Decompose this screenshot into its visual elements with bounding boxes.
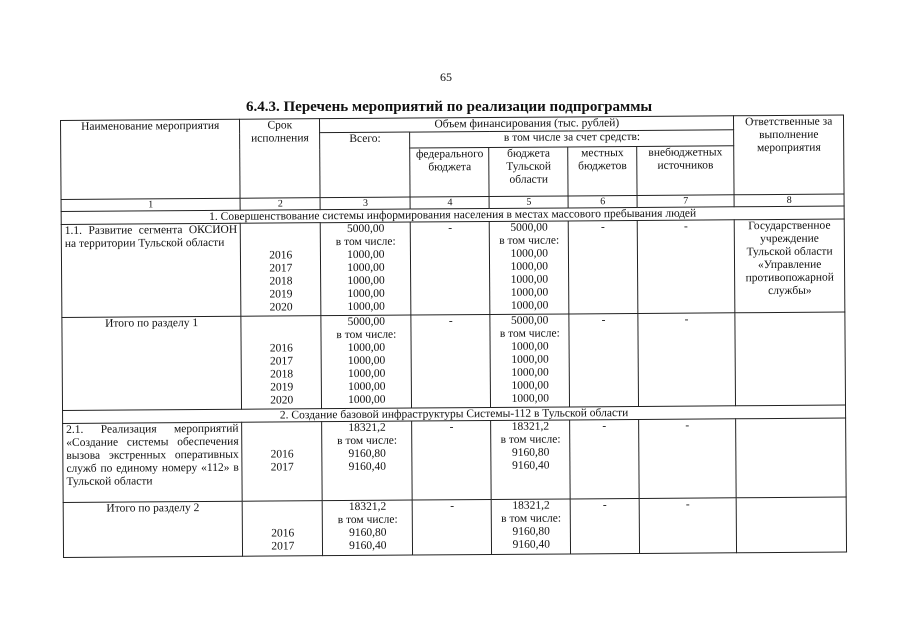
year: 2018 bbox=[270, 368, 294, 381]
local-cell: - bbox=[568, 220, 637, 313]
regional-cell bbox=[492, 499, 571, 555]
regional-cell bbox=[491, 420, 570, 500]
year: 2020 bbox=[270, 394, 294, 407]
amount: 5000,00 bbox=[347, 315, 386, 328]
amount: 1000,00 bbox=[348, 393, 386, 406]
section-heading: 1. Совершенствование системы информирования населения в местах массового пребывания людей bbox=[61, 206, 844, 224]
col-number: 5 bbox=[489, 196, 568, 209]
amount-note: в том числе: bbox=[335, 235, 396, 249]
total-cell bbox=[321, 222, 412, 316]
years-cell bbox=[241, 316, 322, 410]
offbudget-cell: - bbox=[639, 498, 737, 554]
year: 2019 bbox=[269, 288, 293, 301]
year: 2020 bbox=[269, 301, 293, 314]
amount: 5000,00 bbox=[346, 222, 385, 235]
header-including: в том числе за счет средств: bbox=[410, 130, 734, 148]
year: 2016 bbox=[270, 448, 294, 461]
year: 2017 bbox=[269, 355, 294, 368]
col-number: 8 bbox=[734, 194, 844, 207]
header-term: Срок исполнения bbox=[240, 119, 320, 199]
year: 2017 bbox=[271, 540, 295, 553]
amount-note: в том числе: bbox=[499, 234, 560, 247]
amount: 1000,00 bbox=[347, 341, 386, 354]
years-cell bbox=[241, 223, 322, 317]
amount: 1000,00 bbox=[348, 380, 386, 393]
total-cell bbox=[322, 500, 413, 556]
col-number: 2 bbox=[240, 198, 320, 211]
amount: 1000,00 bbox=[347, 367, 386, 380]
regional-cell bbox=[490, 314, 570, 408]
amount: 9160,40 bbox=[349, 539, 387, 552]
measure-name: Итого по разделу 1 bbox=[62, 316, 242, 410]
year: 2016 bbox=[271, 527, 295, 540]
amount: 9160,80 bbox=[349, 526, 387, 539]
table-row bbox=[63, 418, 847, 502]
amount: 9160,40 bbox=[512, 538, 551, 551]
header-name: Наименование мероприятия bbox=[61, 119, 241, 199]
header-offbudget: внебюджетных источников bbox=[637, 146, 735, 196]
amount: 1000,00 bbox=[510, 299, 549, 312]
year: 2016 bbox=[269, 249, 293, 262]
year: 2019 bbox=[270, 381, 294, 394]
amount-note: в том числе: bbox=[499, 327, 560, 340]
amount: 1000,00 bbox=[347, 354, 386, 367]
col-number: 1 bbox=[61, 198, 240, 211]
amount: 1000,00 bbox=[510, 260, 549, 273]
measure-name: 2.1. Реализация мероприятий «Создание системы обеспечения вызова экстренных оперативных служб по единому номеру «112» в Тульской области bbox=[63, 422, 243, 502]
amount-note: в том числе: bbox=[337, 434, 398, 448]
measures-table-container bbox=[60, 115, 847, 558]
regional-cell bbox=[490, 221, 570, 315]
measure-name: Итого по разделу 2 bbox=[63, 501, 243, 557]
offbudget-cell: - bbox=[637, 220, 735, 314]
amount: 1000,00 bbox=[347, 248, 385, 261]
responsible-cell: Государственное учреждение Тульской области «Управление противопожарной службы» bbox=[735, 219, 845, 313]
header-local: местных бюджетов bbox=[568, 146, 637, 195]
amount: 1000,00 bbox=[510, 247, 548, 260]
measures-table bbox=[60, 115, 847, 558]
header-federal: федерального бюджета bbox=[410, 148, 489, 198]
section-heading: 2. Создание базовой инфраструктуры Системы-112 в Тульской области bbox=[63, 405, 846, 423]
responsible-cell bbox=[735, 312, 845, 406]
years-cell bbox=[242, 422, 322, 502]
amount: 18321,2 bbox=[512, 499, 550, 512]
measure-name: 1.1. Развитие сегмента ОКСИОН на территории Тульской области bbox=[61, 223, 241, 317]
local-cell: - bbox=[570, 498, 639, 553]
amount-note: в том числе: bbox=[501, 512, 562, 525]
table-row bbox=[61, 219, 845, 317]
amount: 18321,2 bbox=[348, 421, 386, 434]
total-cell bbox=[321, 315, 412, 409]
header-funding: Объем финансирования (тыс. рублей) bbox=[320, 116, 734, 133]
federal-cell: - bbox=[411, 222, 491, 316]
year: 2018 bbox=[269, 275, 293, 288]
header-regional: бюджета Тульской области bbox=[489, 147, 568, 197]
amount: 1000,00 bbox=[511, 353, 549, 366]
amount-note: в том числе: bbox=[500, 433, 561, 446]
offbudget-cell: - bbox=[638, 313, 736, 407]
years-cell bbox=[243, 501, 323, 557]
amount: 1000,00 bbox=[511, 340, 549, 353]
amount-note: в том числе: bbox=[337, 513, 398, 527]
local-cell: - bbox=[570, 419, 639, 498]
amount: 1000,00 bbox=[511, 379, 549, 392]
amount: 5000,00 bbox=[510, 221, 548, 234]
responsible-cell bbox=[736, 418, 846, 498]
year: 2017 bbox=[269, 262, 293, 275]
amount: 1000,00 bbox=[511, 392, 549, 405]
col-number: 3 bbox=[320, 197, 410, 210]
page-title: 6.4.3. Перечень мероприятий по реализации подпрограммы bbox=[246, 99, 653, 115]
local-cell: - bbox=[569, 313, 638, 406]
amount-note: в том числе: bbox=[336, 328, 397, 342]
table-row bbox=[62, 312, 846, 410]
amount: 1000,00 bbox=[510, 286, 549, 299]
page-number: 65 bbox=[440, 70, 452, 84]
col-number: 6 bbox=[568, 195, 637, 207]
year: 2017 bbox=[270, 461, 294, 474]
offbudget-cell: - bbox=[639, 419, 737, 499]
amount: 1000,00 bbox=[347, 274, 385, 287]
header-total: Всего: bbox=[320, 132, 411, 198]
amount: 1000,00 bbox=[347, 261, 385, 274]
total-cell bbox=[322, 421, 413, 501]
amount: 9160,80 bbox=[511, 446, 550, 459]
amount: 9160,40 bbox=[348, 460, 387, 473]
amount: 1000,00 bbox=[347, 300, 385, 313]
col-number: 4 bbox=[410, 197, 489, 210]
amount: 1000,00 bbox=[510, 273, 549, 286]
year: 2016 bbox=[269, 342, 293, 355]
amount: 9160,40 bbox=[512, 459, 550, 472]
amount: 18321,2 bbox=[511, 420, 550, 433]
table-row bbox=[63, 497, 846, 557]
federal-cell: - bbox=[412, 420, 491, 500]
federal-cell: - bbox=[413, 499, 492, 555]
amount: 1000,00 bbox=[347, 287, 385, 300]
amount: 18321,2 bbox=[348, 500, 387, 513]
header-responsible: Ответственные за выполнение мероприятия bbox=[734, 115, 844, 195]
amount: 9160,80 bbox=[512, 525, 550, 538]
amount: 5000,00 bbox=[510, 314, 549, 327]
amount: 9160,80 bbox=[348, 447, 386, 460]
amount: 1000,00 bbox=[511, 366, 549, 379]
responsible-cell bbox=[736, 497, 846, 553]
federal-cell: - bbox=[411, 315, 491, 409]
col-number: 7 bbox=[637, 195, 734, 208]
